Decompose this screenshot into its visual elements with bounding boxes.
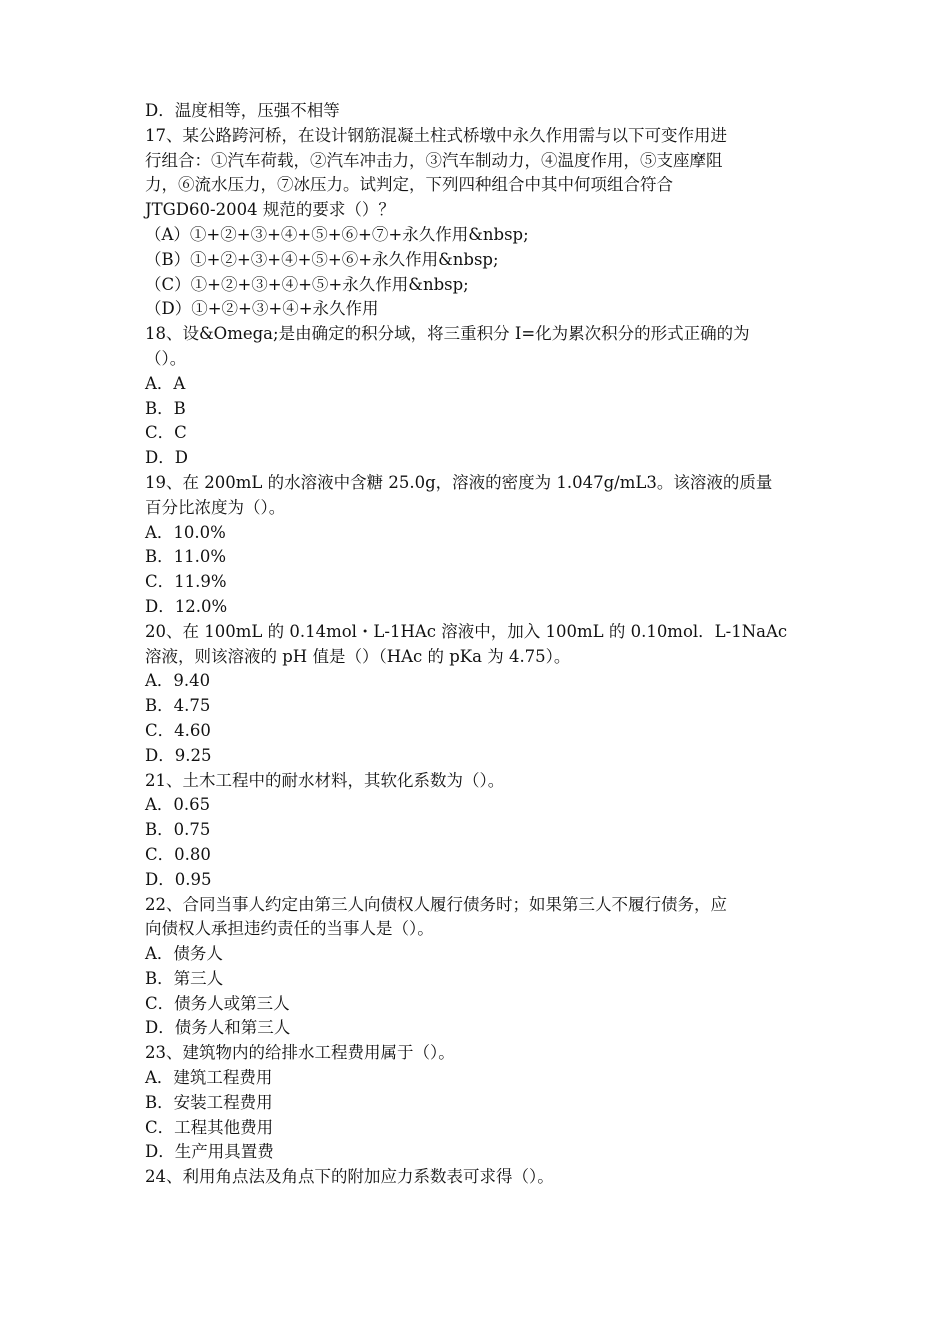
text-line: （D）①+②+③+④+永久作用 (145, 299, 379, 319)
text-line: （C）①+②+③+④+⑤+永久作用&nbsp; (145, 274, 469, 294)
text-line: D．9.25 (145, 745, 212, 765)
text-line: D．D (145, 448, 188, 468)
text-line: B．4.75 (145, 696, 211, 716)
text-line: 溶液，则该溶液的 pH 值是（）（HAc 的 pKa 为 4.75）。 (145, 646, 571, 666)
text-line: 18、设&Omega;是由确定的积分域，将三重积分 I=化为累次积分的形式正确的为 (145, 324, 750, 344)
text-line: 23、建筑物内的给排水工程费用属于（）。 (145, 1043, 455, 1063)
text-line: D．0.95 (145, 869, 212, 889)
text-line: 20、在 100mL 的 0.14mol・L-1HAc 溶液中，加入 100mL 的 0.10mol．L-1NaAc (145, 621, 788, 641)
text-line: JTGD60-2004 规范的要求（）？ (145, 200, 395, 220)
document-body (145, 99, 810, 1190)
text-line: C．工程其他费用 (145, 1117, 274, 1137)
text-line: B．0.75 (145, 820, 211, 840)
text-line: D．债务人和第三人 (145, 1018, 291, 1038)
text-line: （A）①+②+③+④+⑤+⑥+⑦+永久作用&nbsp; (145, 224, 529, 244)
text-line: A．建筑工程费用 (145, 1068, 273, 1088)
text-line: A．9.40 (145, 671, 211, 691)
text-line: 力，⑥流水压力，⑦冰压力。试判定，下列四种组合中其中何项组合符合 (145, 175, 673, 195)
text-line: B．11.0% (145, 547, 227, 567)
text-line: A．债务人 (145, 944, 223, 964)
text-line: 行组合：①汽车荷载，②汽车冲击力，③汽车制动力，④温度作用，⑤支座摩阻 (145, 150, 723, 170)
text-line: A．10.0% (145, 522, 226, 542)
text-line: D．生产用具置费 (145, 1142, 274, 1162)
text-line: A．0.65 (145, 795, 211, 815)
text-line: 向债权人承担违约责任的当事人是（）。 (145, 919, 434, 939)
text-line: （B）①+②+③+④+⑤+⑥+永久作用&nbsp; (145, 249, 499, 269)
text-line: A．A (145, 373, 186, 393)
text-line: 17、某公路跨河桥，在设计钢筋混凝土柱式桥墩中永久作用需与以下可变作用进 (145, 125, 727, 145)
text-line: （）。 (145, 348, 187, 368)
text-line: B．安装工程费用 (145, 1092, 273, 1112)
text-line: B．第三人 (145, 968, 224, 988)
text-line: 19、在 200mL 的水溶液中含糖 25.0g，溶液的密度为 1.047g/mL3。该溶液的质量 (145, 472, 773, 492)
text-line: 百分比浓度为（）。 (145, 497, 286, 517)
text-line: D．12.0% (145, 596, 228, 616)
text-line: 24、利用角点法及角点下的附加应力系数表可求得（）。 (145, 1167, 554, 1187)
text-line: 21、土木工程中的耐水材料，其软化系数为（）。 (145, 770, 505, 790)
text-line: C．0.80 (145, 844, 211, 864)
text-line: C．11.9% (145, 572, 227, 592)
text-line: C．债务人或第三人 (145, 993, 290, 1013)
text-line: C．C (145, 423, 187, 443)
text-line: C．4.60 (145, 720, 211, 740)
text-line: D．温度相等，压强不相等 (145, 101, 340, 120)
text-line: B．B (145, 398, 186, 418)
text-line: 22、合同当事人约定由第三人向债权人履行债务时；如果第三人不履行债务，应 (145, 894, 727, 914)
